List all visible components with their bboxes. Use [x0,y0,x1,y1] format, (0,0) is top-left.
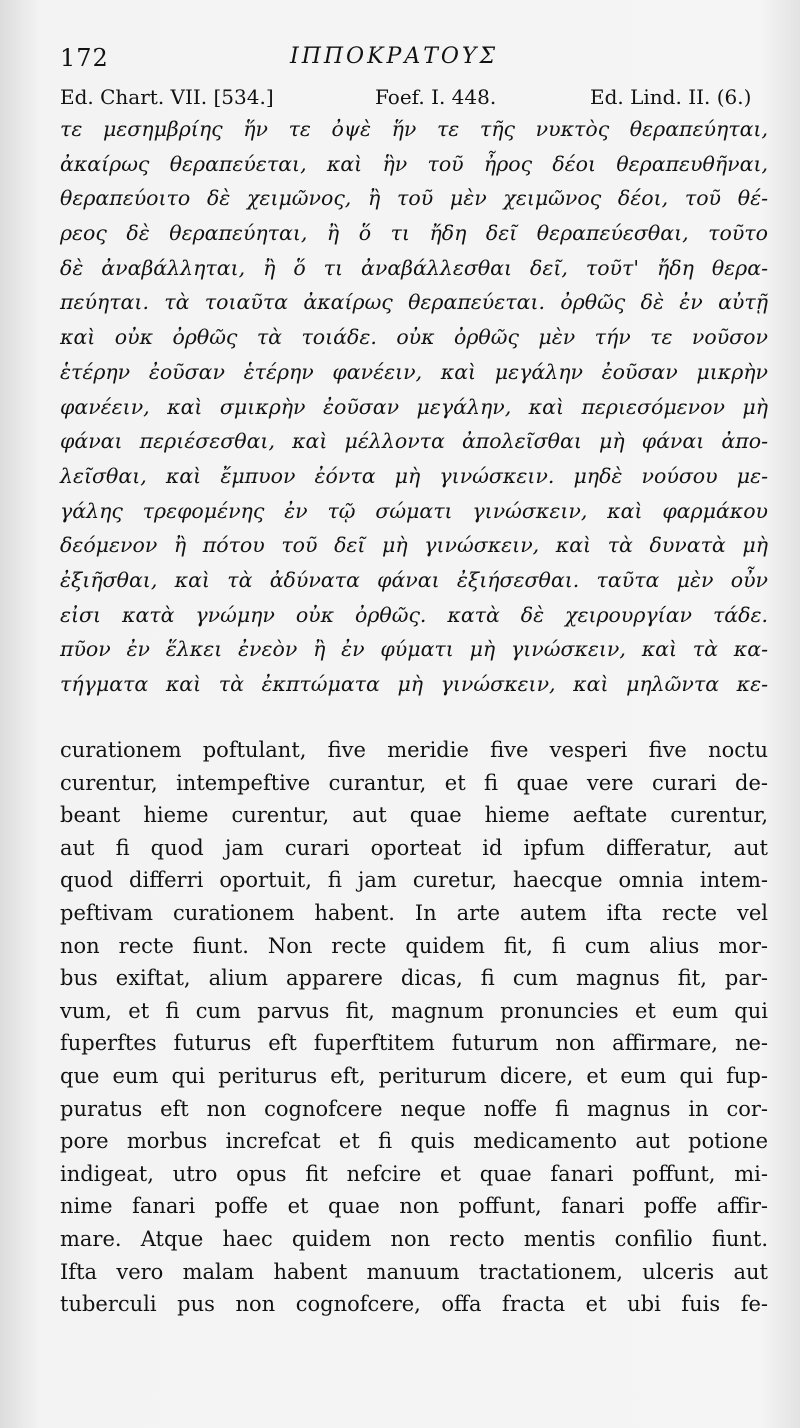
greek-text-block [60,112,768,702]
latin-line: mare. Atque haec quidem non recto mentis confilio fiunt. [60,1226,768,1251]
section-gap [60,690,760,691]
page-number: 172 [60,44,109,72]
greek-line: φάναι περιέσεσθαι, καὶ μέλλοντα ἀπολεῖσθαι μὴ φάναι ἀπο- [60,429,768,454]
latin-line: peftivam curationem habent. In arte autem ifta recte vel [60,900,768,925]
edition-lind-reference: Ed. Lind. II. (6.) [590,85,752,109]
greek-line: δὲ ἀναβάλληται, ἢ ὅ τι ἀναβάλλεσθαι δεῖ, τοῦτ' ἤδη θερα- [60,255,768,280]
latin-line: beant hieme curentur, aut quae hieme aeftate curentur, [60,803,768,828]
greek-line: ρεος δὲ θεραπεύηται, ἢ ὅ τι ἤδη δεῖ θεραπεύεσθαι, τοῦτο [60,221,768,246]
latin-text-block [60,734,768,1321]
latin-line: que eum qui periturus eft, periturum dicere, et eum qui fup- [60,1063,768,1088]
greek-line: ἐξιῆσθαι, καὶ τὰ ἀδύνατα φάναι ἐξιήσεσθαι. ταῦτα μὲν οὖν [60,567,768,592]
greek-line: καὶ οὐκ ὀρθῶς τὰ τοιάδε. οὐκ ὀρθῶς μὲν τήν τε νοῦσον [60,325,768,350]
latin-line: aut fi quod jam curari oporteat id ipfum differatur, aut [60,835,768,860]
latin-line: non recte fiunt. Non recte quidem fit, fi cum alius mor- [60,933,768,958]
greek-line: δεόμενον ἢ πότου τοῦ δεῖ μὴ γινώσκειν, καὶ τὰ δυνατὰ μὴ [60,533,768,558]
latin-line: curentur, intempeftive curantur, et fi quae vere curari de- [60,770,768,795]
latin-line: Ifta vero malam habent manuum tractationem, ulceris aut [60,1259,768,1284]
latin-line: pore morbus increfcat et fi quis medicamento aut potione [60,1129,768,1154]
latin-line: tuberculi pus non cognofcere, offa fracta et ubi fuis fe- [60,1292,768,1317]
greek-line: τήγματα καὶ τὰ ἐκπτώματα μὴ γινώσκειν, καὶ μηλῶντα κε- [60,672,768,696]
greek-line: τε μεσημβρίης ἥν τε ὀψὲ ἥν τε τῆς νυκτὸς θεραπεύηται, [60,117,768,141]
latin-line: indigeat, utro opus fit nefcire et quae fanari poffunt, mi- [60,1161,768,1186]
greek-line: πεύηται. τὰ τοιαῦτα ἀκαίρως θεραπεύεται. ὀρθῶς δὲ ἐν αὐτῇ [60,290,768,315]
latin-line: vum, et fi cum parvus fit, magnum pronuncies et eum qui [60,998,768,1023]
greek-line: θεραπεύοιτο δὲ χειμῶνος, ἢ τοῦ μὲν χειμῶνος δέοι, τοῦ θέ- [60,186,768,211]
greek-line: πῦον ἐν ἕλκει ἐνεὸν ἢ ἐν φύματι μὴ γινώσκειν, καὶ τὰ κα- [60,637,768,662]
latin-line: quod differri oportuit, fi jam curetur, haecque omnia intem- [60,868,768,893]
greek-line: εἰσι κατὰ γνώμην οὐκ ὀρθῶς. κατὰ δὲ χειρουργίαν τάδε. [60,602,768,627]
greek-line: γάλης τρεφομένης ἐν τῷ σώματι γινώσκειν, καὶ φαρμάκου [60,498,768,523]
latin-line: fuperftes futurus eft fuperftitem futurum non affirmare, ne- [60,1031,768,1056]
greek-line: λεῖσθαι, καὶ ἔμπυον ἐόντα μὴ γινώσκειν. μηδὲ νούσου με- [60,463,768,488]
edition-chart-reference: Ed. Chart. VII. [534.] [60,85,274,109]
edition-references [60,85,765,115]
page-header [60,36,760,76]
edition-foes-reference: Foef. I. 448. [375,85,497,109]
latin-line: puratus eft non cognofcere neque noffe fi magnus in cor- [60,1096,768,1121]
latin-line: nime fanari poffe et quae non poffunt, fanari poffe affir- [60,1194,768,1219]
greek-line: ἀκαίρως θεραπεύεται, καὶ ἣν τοῦ ἦρος δέοι θεραπευθῆναι, [60,151,768,176]
latin-line: bus exiftat, alium apparere dicas, fi cum magnus fit, par- [60,966,768,991]
greek-line: ἑτέρην ἐοῦσαν ἑτέρην φανέειν, καὶ μεγάλην ἐοῦσαν μικρὴν [60,359,768,384]
latin-line: curationem poftulant, five meridie five vesperi five noctu [60,738,768,762]
running-title: ΙΠΠΟΚΡΑΤΟΥΣ [290,44,499,69]
greek-line: φανέειν, καὶ σμικρὴν ἐοῦσαν μεγάλην, καὶ περιεσόμενον μὴ [60,394,768,419]
